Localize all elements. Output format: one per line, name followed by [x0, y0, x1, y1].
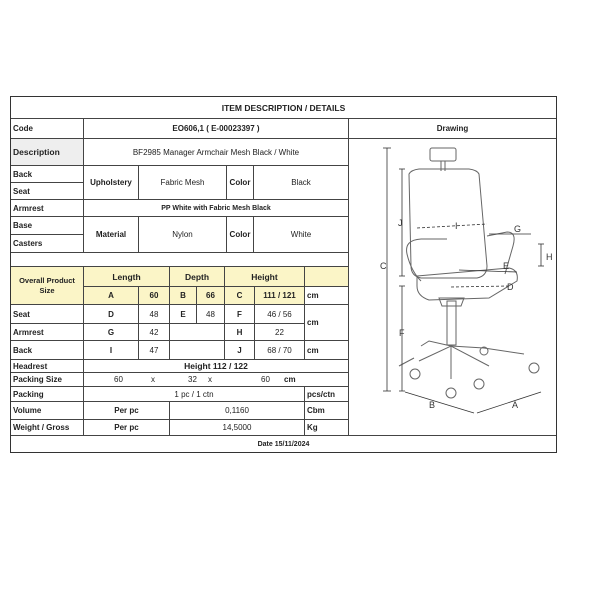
packing-size-x2: x	[208, 375, 212, 384]
packing-size-x1: x	[151, 375, 155, 384]
spec-sheet	[10, 96, 557, 453]
weight-unit: Kg	[305, 420, 349, 436]
dim-h-value: 22	[255, 324, 305, 341]
unit-header	[305, 267, 349, 287]
upholstery-color-label: Color	[227, 166, 254, 200]
packing-size-v2: 32	[188, 375, 197, 384]
upholstery-value: Fabric Mesh	[139, 166, 227, 200]
packing-unit: pcs/ctn	[305, 387, 349, 402]
weight-per: Per pc	[84, 420, 170, 436]
back-dim-label: Back	[11, 341, 84, 360]
dim-a-value: 60	[139, 287, 170, 305]
casters-label: Casters	[11, 235, 84, 253]
packing-size-v3: 60	[261, 375, 270, 384]
volume-unit: Cbm	[305, 402, 349, 420]
dim-e-letter: E	[170, 305, 197, 324]
material-label: Material	[84, 217, 139, 253]
dim-g-value: 42	[139, 324, 170, 341]
dim-j-value: 68 / 70	[255, 341, 305, 360]
drawing-letter-h: H	[546, 252, 553, 262]
headrest-value: Height 112 / 122	[84, 360, 349, 373]
dim-g-letter: G	[84, 324, 139, 341]
material-color-value: White	[254, 217, 349, 253]
dim-h-letter: H	[225, 324, 255, 341]
dim-b-letter: B	[170, 287, 197, 305]
dim-e-value: 48	[197, 305, 225, 324]
height-header: Height	[225, 267, 305, 287]
base-label: Base	[11, 217, 84, 235]
material-value: Nylon	[139, 217, 227, 253]
drawing-letter-e: E	[503, 261, 510, 271]
dim-c-value: 111 / 121	[255, 287, 305, 305]
material-color-label: Color	[227, 217, 254, 253]
depth-header: Depth	[170, 267, 225, 287]
packing-size-unit: cm	[284, 375, 296, 384]
code-value: EO606,1 ( E-00023397 )	[84, 119, 349, 139]
dim-overall-unit: cm	[305, 287, 349, 305]
packing-size-label: Packing Size	[11, 373, 84, 387]
packing-size-value	[84, 373, 349, 387]
drawing-letter-c: C	[380, 261, 387, 271]
packing-value: 1 pc / 1 ctn	[84, 387, 305, 402]
volume-value: 0,1160	[170, 402, 305, 420]
drawing-label: Drawing	[349, 119, 556, 139]
armrest-label: Armrest	[11, 200, 84, 217]
armrest-dim-label: Armrest	[11, 324, 84, 341]
weight-label: Weight / Gross	[11, 420, 84, 436]
description-label: Description	[11, 139, 84, 166]
length-header: Length	[84, 267, 170, 287]
upholstery-label: Upholstery	[84, 166, 139, 200]
drawing-letter-b: B	[429, 400, 436, 410]
dim-f-value: 46 / 56	[255, 305, 305, 324]
packing-size-v1: 60	[114, 375, 123, 384]
drawing-letter-j: J	[398, 218, 403, 228]
dim-i-letter: I	[84, 341, 139, 360]
drawing-letter-d: D	[507, 282, 514, 292]
dim-seat-armrest-unit: cm	[305, 305, 349, 341]
volume-label: Volume	[11, 402, 84, 420]
dim-b-value: 66	[197, 287, 225, 305]
drawing-letter-f: F	[399, 328, 405, 338]
dim-j-letter: J	[225, 341, 255, 360]
headrest-label: Headrest	[11, 360, 84, 373]
dim-d-value: 48	[139, 305, 170, 324]
dim-f-letter: F	[225, 305, 255, 324]
armrest-value: PP White with Fabric Mesh Black	[84, 200, 349, 217]
dim-i-value: 47	[139, 341, 170, 360]
dim-back-unit: cm	[305, 341, 349, 360]
chair-drawing	[359, 136, 555, 434]
sheet-title: ITEM DESCRIPTION / DETAILS	[11, 97, 556, 119]
dim-a-letter: A	[84, 287, 139, 305]
dim-c-letter: C	[225, 287, 255, 305]
code-label: Code	[11, 119, 84, 139]
spacer-row	[11, 253, 349, 267]
seat-dim-label: Seat	[11, 305, 84, 324]
upholstery-color-value: Black	[254, 166, 349, 200]
drawing-letter-i: I	[455, 221, 458, 231]
dim-d-letter: D	[84, 305, 139, 324]
back-label: Back	[11, 166, 84, 183]
packing-label: Packing	[11, 387, 84, 402]
dim-empty-depth-2	[170, 341, 225, 360]
overall-size-label: Overall Product Size	[11, 267, 84, 305]
seat-label: Seat	[11, 183, 84, 200]
drawing-letter-g: G	[514, 224, 522, 234]
dim-empty-depth	[170, 324, 225, 341]
description-value: BF2985 Manager Armchair Mesh Black / White	[84, 139, 349, 166]
volume-per: Per pc	[84, 402, 170, 420]
weight-value: 14,5000	[170, 420, 305, 436]
drawing-letter-a: A	[512, 400, 519, 410]
date-footer: Date 15/11/2024	[257, 440, 310, 448]
